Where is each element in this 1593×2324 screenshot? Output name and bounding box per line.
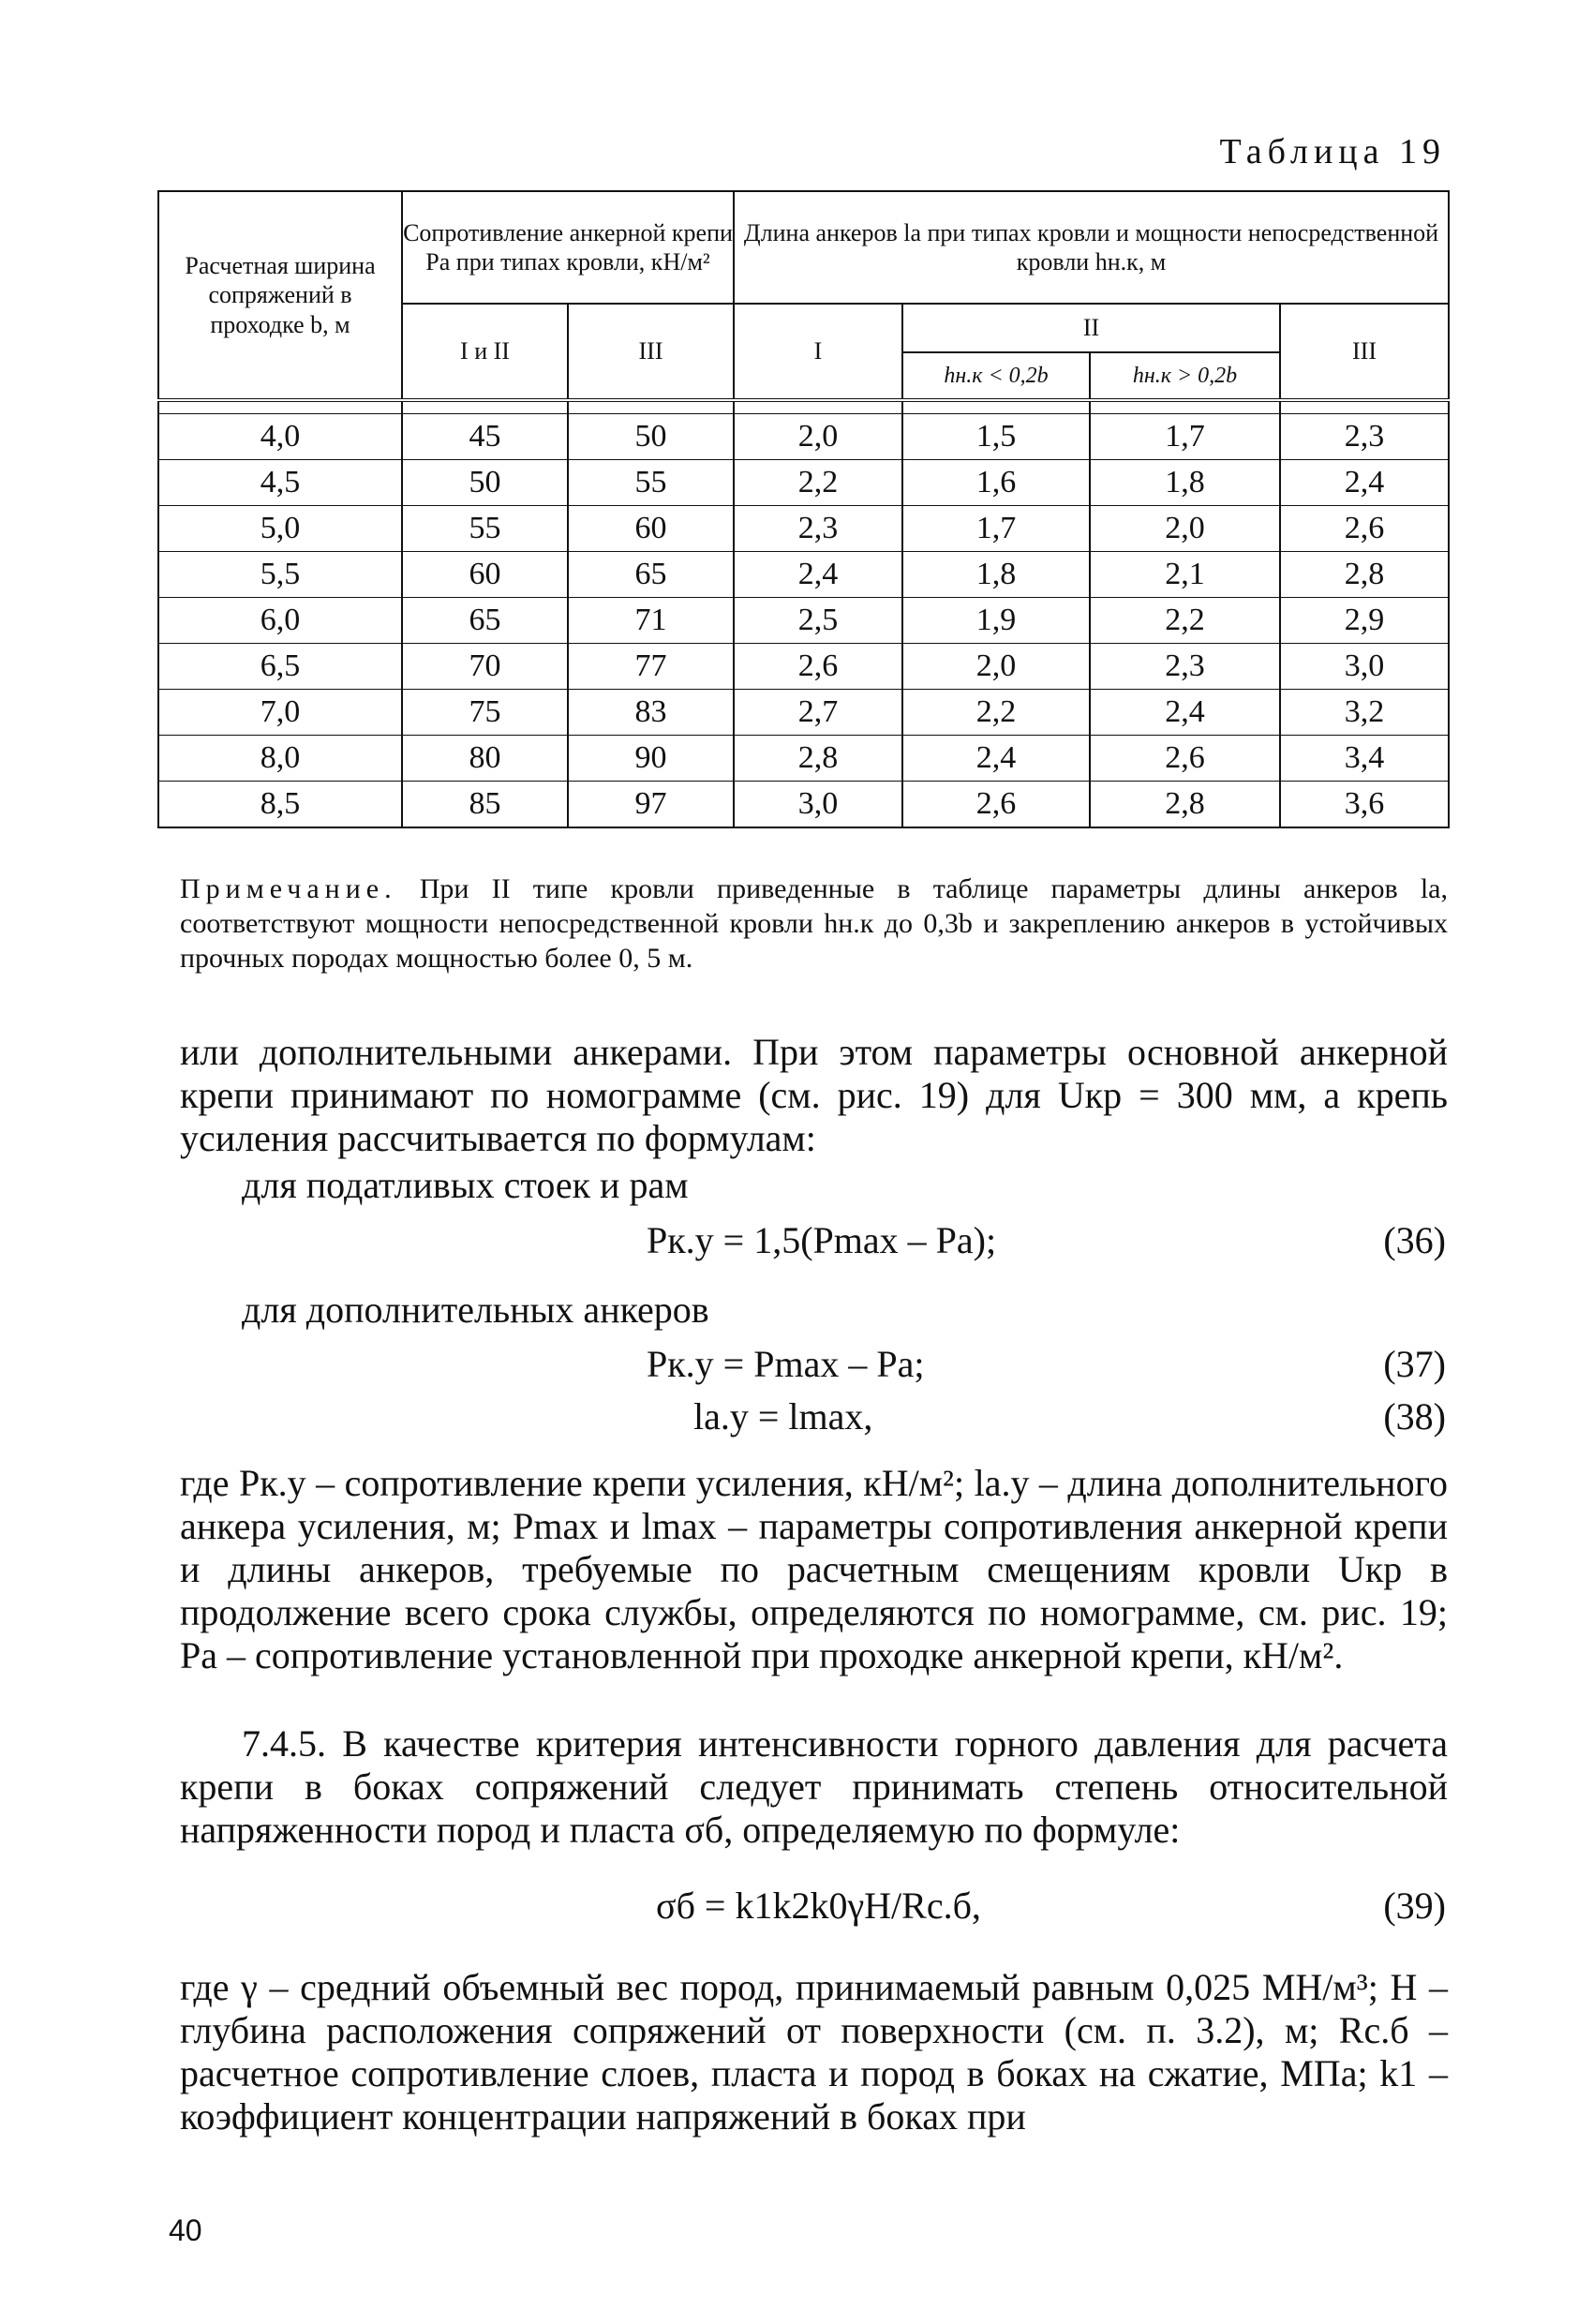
table-cell: 3,0: [734, 782, 902, 828]
table-cell: 85: [402, 782, 568, 828]
paragraph-2-text: для податливых стоек и рам: [242, 1164, 689, 1206]
table-cell: 90: [568, 736, 734, 782]
table-row: [158, 414, 1449, 460]
table-cell: 2,4: [734, 552, 902, 598]
header-ii-greater: hн.к > 0,2b: [1090, 352, 1280, 400]
table-cell: 97: [568, 782, 734, 828]
table-cell: 1,9: [902, 598, 1090, 644]
table-cell: 2,0: [1090, 506, 1280, 552]
table-cell: 2,7: [734, 690, 902, 736]
table-cell: 80: [402, 736, 568, 782]
table-cell: 70: [402, 644, 568, 690]
note-text: При II типе кровли приведенные в таблице параметры длины анкеров la, соответствуют мощности непосредственной кровли hн.к до 0,3b и закреплению анкеров в устойчивых прочных породах мощностью более 0, 5 м.: [180, 873, 1448, 974]
table-cell: 7,0: [158, 690, 402, 736]
table-row: [158, 736, 1449, 782]
table-row: [158, 644, 1449, 690]
table-cell: 1,5: [902, 414, 1090, 460]
table-cell: 2,3: [1280, 414, 1449, 460]
paragraph-1: или дополнительными анкерами. При этом параметры основной анкерной крепи принимают по номограмме (см. рис. 19) для Uкр = 300 мм, а крепь усиления рассчитывается по формулам:: [180, 1031, 1448, 1159]
table-cell: 3,2: [1280, 690, 1449, 736]
table-row: [158, 782, 1449, 828]
table-cell: 2,8: [1280, 552, 1449, 598]
table-cell: 3,0: [1280, 644, 1449, 690]
table-cell: 5,0: [158, 506, 402, 552]
table-cell: 83: [568, 690, 734, 736]
table-cell: 2,3: [734, 506, 902, 552]
formula-39: σб = k1k2k0γH/Rс.б,: [656, 1885, 981, 1927]
table-cell: 55: [568, 460, 734, 506]
table-cell: 1,7: [1090, 414, 1280, 460]
header-type-ii: II: [902, 304, 1280, 352]
table-cell: 65: [568, 552, 734, 598]
table-cell: 60: [402, 552, 568, 598]
header-resistance: Сопротивление анкерной крепи Pa при типах кровли, кН/м²: [402, 191, 734, 304]
paragraph-4: где Pк.у – сопротивление крепи усиления, кН/м²; la.у – длина дополнительного анкера усиления, м; Pmax и lmax – параметры сопротивления анкерной крепи и длины анкеров, требуемые по расчетным смещениям кровли Uкр в продолжение всего срока службы, определяются по номограмме, см. рис. 19; Pa – сопротивление установленной при проходке анкерной крепи, кН/м².: [180, 1462, 1448, 1676]
table-cell: 8,5: [158, 782, 402, 828]
paragraph-3-text: для дополнительных анкеров: [242, 1289, 709, 1331]
table-cell: 50: [402, 460, 568, 506]
paragraph-5: 7.4.5. В качестве критерия интенсивности горного давления для расчета крепи в боках сопряжений следует принимать степень относительной напряженности пород и пласта σб, определяемую по формуле:: [180, 1722, 1448, 1851]
table-cell: 6,0: [158, 598, 402, 644]
table-cell: 65: [402, 598, 568, 644]
table-cell: 50: [568, 414, 734, 460]
table-cell: 2,0: [734, 414, 902, 460]
table-row: [158, 506, 1449, 552]
data-table: [157, 190, 1450, 828]
paragraph-6: где γ – средний объемный вес пород, принимаемый равным 0,025 МН/м³; H – глубина расположения сопряжений от поверхности (см. п. 3.2), м; Rс.б – расчетное сопротивление слоев, пласта и пород в боках на сжатие, МПа; k1 – коэффициент концентрации напряжений в боках при: [180, 1966, 1448, 2138]
formula-38: la.у = lmax,: [693, 1395, 873, 1438]
header-length: Длина анкеров la при типах кровли и мощности непосредственной кровли hн.к, м: [734, 191, 1449, 304]
equation-number-36: (36): [1383, 1219, 1446, 1261]
equation-number-39: (39): [1383, 1885, 1446, 1927]
paragraph-2: [180, 1164, 1448, 1207]
header-type-iii-resist: III: [568, 304, 734, 400]
table-cell: 55: [402, 506, 568, 552]
table-cell: 2,2: [734, 460, 902, 506]
table-cell: 2,6: [902, 782, 1090, 828]
table-cell: 71: [568, 598, 734, 644]
table-note: [180, 872, 1448, 976]
table-row: [158, 460, 1449, 506]
table-cell: 6,5: [158, 644, 402, 690]
table-cell: 1,8: [1090, 460, 1280, 506]
table-caption: Таблица 19: [1219, 132, 1446, 171]
table-cell: 8,0: [158, 736, 402, 782]
header-type-iii: III: [1280, 304, 1449, 400]
table-cell: 1,8: [902, 552, 1090, 598]
note-label: Примечание.: [180, 873, 397, 904]
header-type-i-ii: I и II: [402, 304, 568, 400]
table-cell: 2,6: [734, 644, 902, 690]
table-cell: 1,6: [902, 460, 1090, 506]
table-cell: 2,2: [902, 690, 1090, 736]
table-cell: 75: [402, 690, 568, 736]
table-cell: 3,4: [1280, 736, 1449, 782]
table-cell: 2,5: [734, 598, 902, 644]
table-row: [158, 552, 1449, 598]
table-cell: 2,6: [1090, 736, 1280, 782]
table-cell: 2,4: [902, 736, 1090, 782]
table-cell: 60: [568, 506, 734, 552]
header-type-i: I: [734, 304, 902, 400]
table-cell: 2,4: [1090, 690, 1280, 736]
table-cell: 77: [568, 644, 734, 690]
paragraph-3: [180, 1289, 1448, 1332]
table-cell: 4,5: [158, 460, 402, 506]
table-row: [158, 598, 1449, 644]
equation-number-38: (38): [1383, 1395, 1446, 1438]
table-cell: 2,1: [1090, 552, 1280, 598]
table-cell: 2,0: [902, 644, 1090, 690]
table-cell: 2,8: [734, 736, 902, 782]
table-cell: 2,8: [1090, 782, 1280, 828]
table-cell: 4,0: [158, 414, 402, 460]
table-cell: 2,2: [1090, 598, 1280, 644]
table-cell: 2,6: [1280, 506, 1449, 552]
header-ii-less: hн.к < 0,2b: [902, 352, 1090, 400]
formula-37: Pк.у = Pmax – Pa;: [647, 1343, 925, 1385]
table-cell: 1,7: [902, 506, 1090, 552]
formula-36: Pк.у = 1,5(Pmax – Pa);: [647, 1219, 997, 1261]
page-number: 40: [169, 2213, 202, 2247]
table-cell: 45: [402, 414, 568, 460]
table-cell: 2,4: [1280, 460, 1449, 506]
header-width: Расчетная ширина сопряжений в проходке b, м: [158, 191, 402, 400]
table-cell: 3,6: [1280, 782, 1449, 828]
table-row: [158, 690, 1449, 736]
table-cell: 5,5: [158, 552, 402, 598]
table-cell: 2,3: [1090, 644, 1280, 690]
equation-number-37: (37): [1383, 1343, 1446, 1385]
table-cell: 2,9: [1280, 598, 1449, 644]
